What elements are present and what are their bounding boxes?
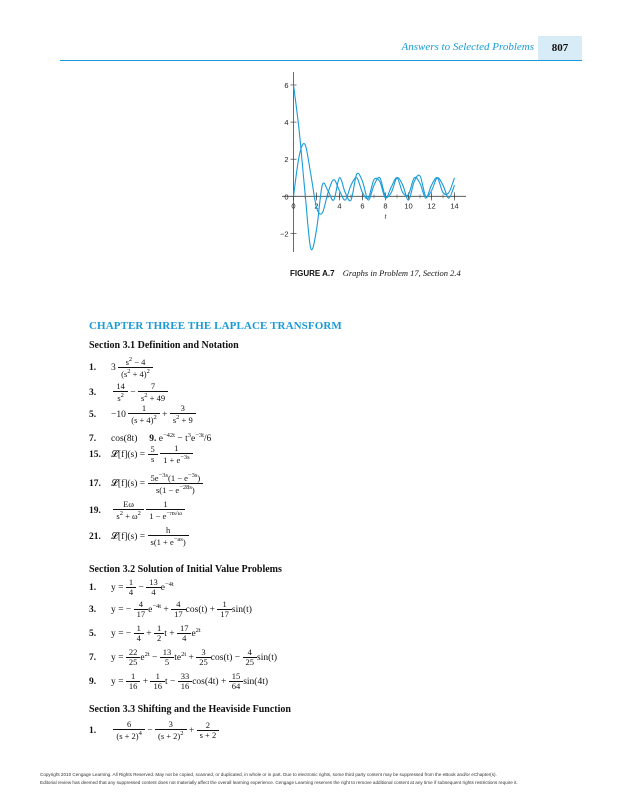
answer-3-2-7: 7. y = $\frac{22}{25}$ $e^{2t}$ − $\frac{13}{5}$ $te^{2t}$ + $\frac{3}{25}$ cos(t) − $\frac{4}{25}$ sin(t) — [89, 647, 278, 668]
answer-3-1-7-9: 7. cos(8t) 9. $e^{-42t} - t^3e^{-3t}/6$ — [89, 432, 212, 445]
answer-number: 3. — [89, 605, 97, 616]
y-tick-label: 0 — [284, 192, 289, 202]
y-tick-label: 4 — [284, 118, 289, 128]
answer-3-2-5: 5. y = − $\frac{1}{4}$ + $\frac{1}{2}$ t + $\frac{17}{4}$ $e^{2t}$ — [89, 623, 201, 644]
answer-number: 3. — [89, 387, 97, 398]
figure-chart — [0, 0, 622, 300]
answer-number: 1. — [89, 362, 97, 373]
copyright-line-2: Editorial review has deemed that any suppressed content does not materially affect the overall learning experience. Cengage Learning reserves the right to remove additional content at any time if subsequent rights restrictions require it. — [40, 780, 518, 785]
section-heading-3-3: Section 3.3 Shifting and the Heaviside Function — [89, 704, 291, 715]
running-header-title: Answers to Selected Problems — [401, 41, 534, 53]
x-tick-label: 4 — [337, 201, 342, 211]
answer-number: 1. — [89, 725, 97, 736]
figure-caption-text: Graphs in Problem 17, Section 2.4 — [342, 268, 461, 278]
figure-caption — [290, 268, 461, 278]
x-tick-label: 12 — [427, 201, 436, 211]
answer-number: 7. — [89, 434, 97, 445]
answer-3-2-9: 9. y = $\frac{1}{16}$ + $\frac{1}{16}$ t − $\frac{33}{16}$ cos(4t) + $\frac{15}{64}$ sin(4t) — [89, 671, 269, 692]
answer-number: 7. — [89, 653, 97, 664]
x-tick-label: 6 — [360, 201, 365, 211]
answer-number: 17. — [89, 478, 101, 489]
x-tick-label: 8 — [383, 201, 388, 211]
section-heading-3-1: Section 3.1 Definition and Notation — [89, 340, 239, 351]
y-tick-label: 6 — [284, 80, 289, 90]
answer-3-1-19: 19. $\frac{E\omega}{s^2 + \omega^2}$ $\frac{1}{1 - e^{-\pi s/\omega}}$ — [89, 500, 185, 522]
answer-3-1-5: 5. −10 $\frac{1}{(s + 4)^2}$ + $\frac{3}{s^2 + 9}$ — [89, 404, 196, 426]
y-tick-label: 2 — [284, 155, 289, 165]
y-tick-label: −2 — [279, 229, 289, 239]
answer-3-1-3: 3. $\frac{14}{s^2}$ − $\frac{7}{s^2 + 49}$ — [89, 382, 168, 404]
answer-number: 21. — [89, 531, 101, 542]
chapter-title: CHAPTER THREE THE LAPLACE TRANSFORM — [89, 320, 342, 332]
x-axis-label: t — [384, 211, 387, 221]
x-tick-label: 10 — [404, 201, 413, 211]
answer-number: 19. — [89, 505, 101, 516]
figure-label: FIGURE A.7 — [290, 269, 335, 278]
x-tick-label: 0 — [291, 201, 296, 211]
answer-3-1-15: 15. 𝓛[f](s) = $\frac{5}{s}$ $\frac{1}{1 + e^{-3s}}$ — [89, 444, 193, 466]
answer-number: 5. — [89, 409, 97, 420]
answer-number: 9. — [149, 434, 157, 445]
page-number: 807 — [538, 36, 582, 60]
answer-3-1-17: 17. 𝓛[f](s) = $\frac{5e^{-3s}(1 - e^{-3s})}{s(1 - e^{-28s})}$ — [89, 472, 203, 495]
answer-7-text: cos(8t) — [111, 434, 138, 445]
answer-number: 1. — [89, 583, 97, 594]
answer-3-3-1: 1. $\frac{6}{(s + 2)^4}$ − $\frac{3}{(s + 2)^2}$ + $\frac{2}{s + 2}$ — [89, 720, 219, 742]
x-tick-label: 14 — [450, 201, 459, 211]
section-heading-3-2: Section 3.2 Solution of Initial Value Problems — [89, 564, 282, 575]
x-tick-label: 2 — [314, 201, 319, 211]
answer-3-1-21: 21. 𝓛[f](s) = $\frac{h}{s(1 + e^{-as})}$ — [89, 526, 189, 548]
answer-number: 5. — [89, 629, 97, 640]
answer-number: 9. — [89, 677, 97, 688]
copyright-line-1: Copyright 2010 Cengage Learning. All Rights Reserved. May not be copied, scanned, or duplicated, in whole or in part. Due to electronic rights, some third party content may be suppressed from the eBook and/or eChapter(s). — [40, 772, 497, 777]
answer-3-2-1: 1. y = $\frac{1}{4}$ − $\frac{13}{4}$ $e^{-4t}$ — [89, 577, 174, 598]
answer-3-2-3: 3. y = − $\frac{4}{17}$ $e^{-4t}$ + $\frac{4}{17}$ cos(t) + $\frac{1}{17}$ sin(t) — [89, 599, 252, 620]
series-line-curve-1 — [294, 85, 455, 250]
answer-3-1-1: 1. 3 $\frac{s^2 - 4}{(s^2 + 4)^2}$ — [89, 356, 153, 379]
answer-number: 15. — [89, 449, 101, 460]
